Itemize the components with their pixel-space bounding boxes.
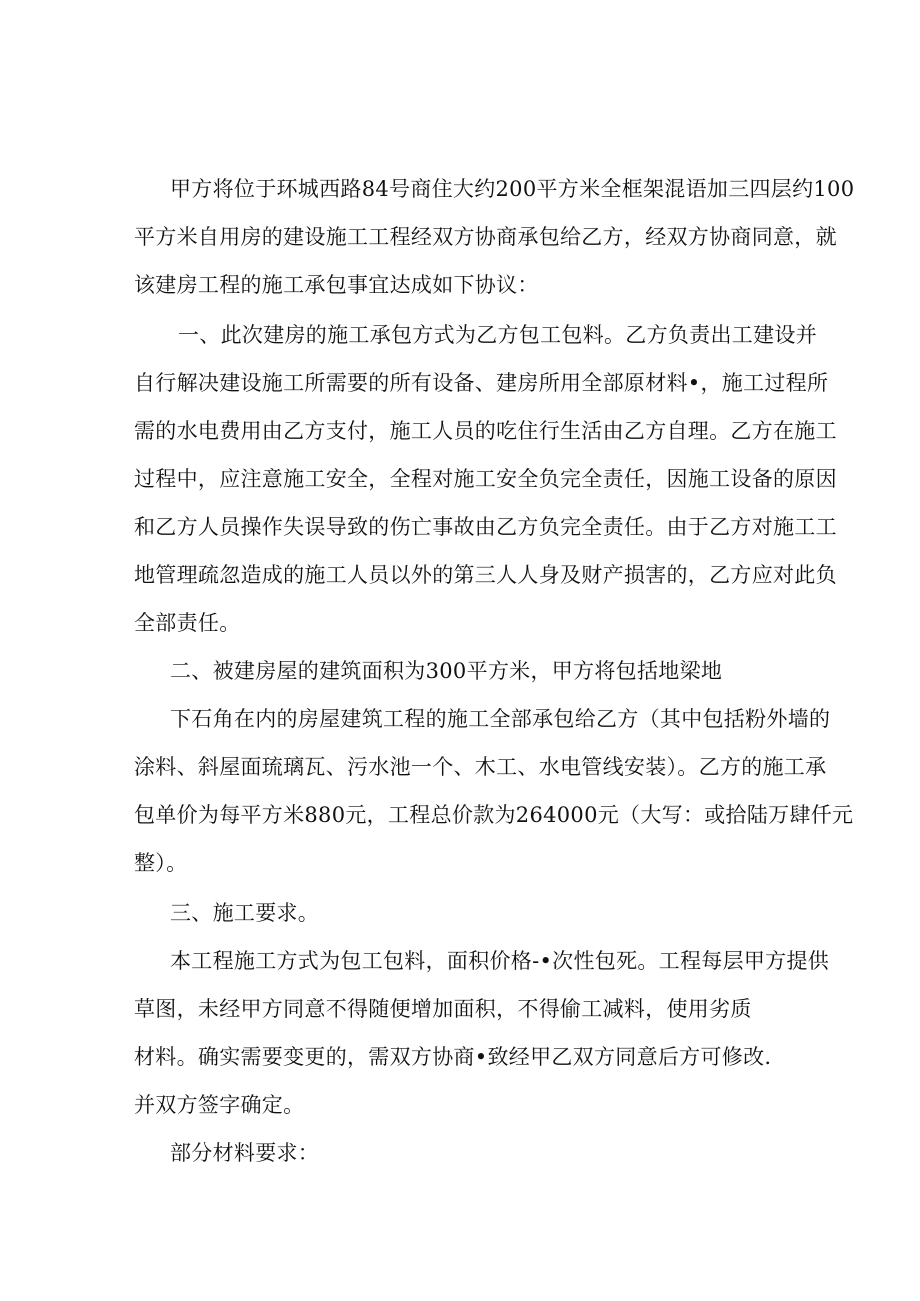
text-line: 三、施工要求。 (170, 901, 320, 925)
text-line: 草图，未经甲方同意不得随便增加面积，不得偷工减料，使用劣质 (134, 997, 752, 1021)
text-line: 地管理疏忽造成的施工人员以外的第三人人身及财产损害的，乙方应对此负 (134, 563, 837, 587)
text-line: 涂料、斜屋面琉璃瓦、污水池一个、木工、水电管线安装）。乙方的施工承 (134, 755, 827, 779)
text-line: 平方米自用房的建设施工工程经双方协商承包给乙方，经双方协商同意，就 (134, 225, 837, 249)
text-line: 包单价为每平方米880元，工程总价款为264000元（大写：或拾陆万肆仟元 (134, 803, 854, 827)
text-line: 自行解决建设施工所需要的所有设备、建房所用全部原材料•，施工过程所 (134, 371, 829, 395)
text-line: 需的水电费用由乙方支付，施工人员的吃住行生活由乙方自理。乙方在施工 (134, 419, 837, 443)
text-line: 材料。确实需要变更的，需双方协商•致经甲乙双方同意后方可修改. (134, 1045, 772, 1069)
text-line: 该建房工程的施工承包事宜达成如下协议： (134, 273, 539, 297)
text-line: 并双方签字确定。 (134, 1093, 305, 1117)
text-line: 全部责任。 (134, 611, 241, 635)
text-line: 一、此次建房的施工承包方式为乙方包工包料。乙方负责出工建设并 (178, 323, 817, 347)
text-line: 过程中，应注意施工安全，全程对施工安全负完全责任，因施工设备的原因 (134, 467, 837, 491)
text-line: 甲方将位于环城西路84号商住大约200平方米全框架混语加三四层约100 (170, 177, 855, 201)
text-line: 二、被建房屋的建筑面积为300平方米，甲方将包括地梁地 (170, 659, 723, 683)
text-line: 下石角在内的房屋建筑工程的施工全部承包给乙方（其中包括粉外墙的 (170, 707, 831, 731)
text-line: 部分材料要求： (170, 1141, 320, 1165)
text-line: 本工程施工方式为包工包料，面积价格-•次性包死。工程每层甲方提供 (170, 949, 830, 973)
text-line: 和乙方人员操作失误导致的伤亡事故由乙方负完全责任。由于乙方对施工工 (134, 515, 837, 539)
text-line: 整）。 (134, 851, 188, 875)
